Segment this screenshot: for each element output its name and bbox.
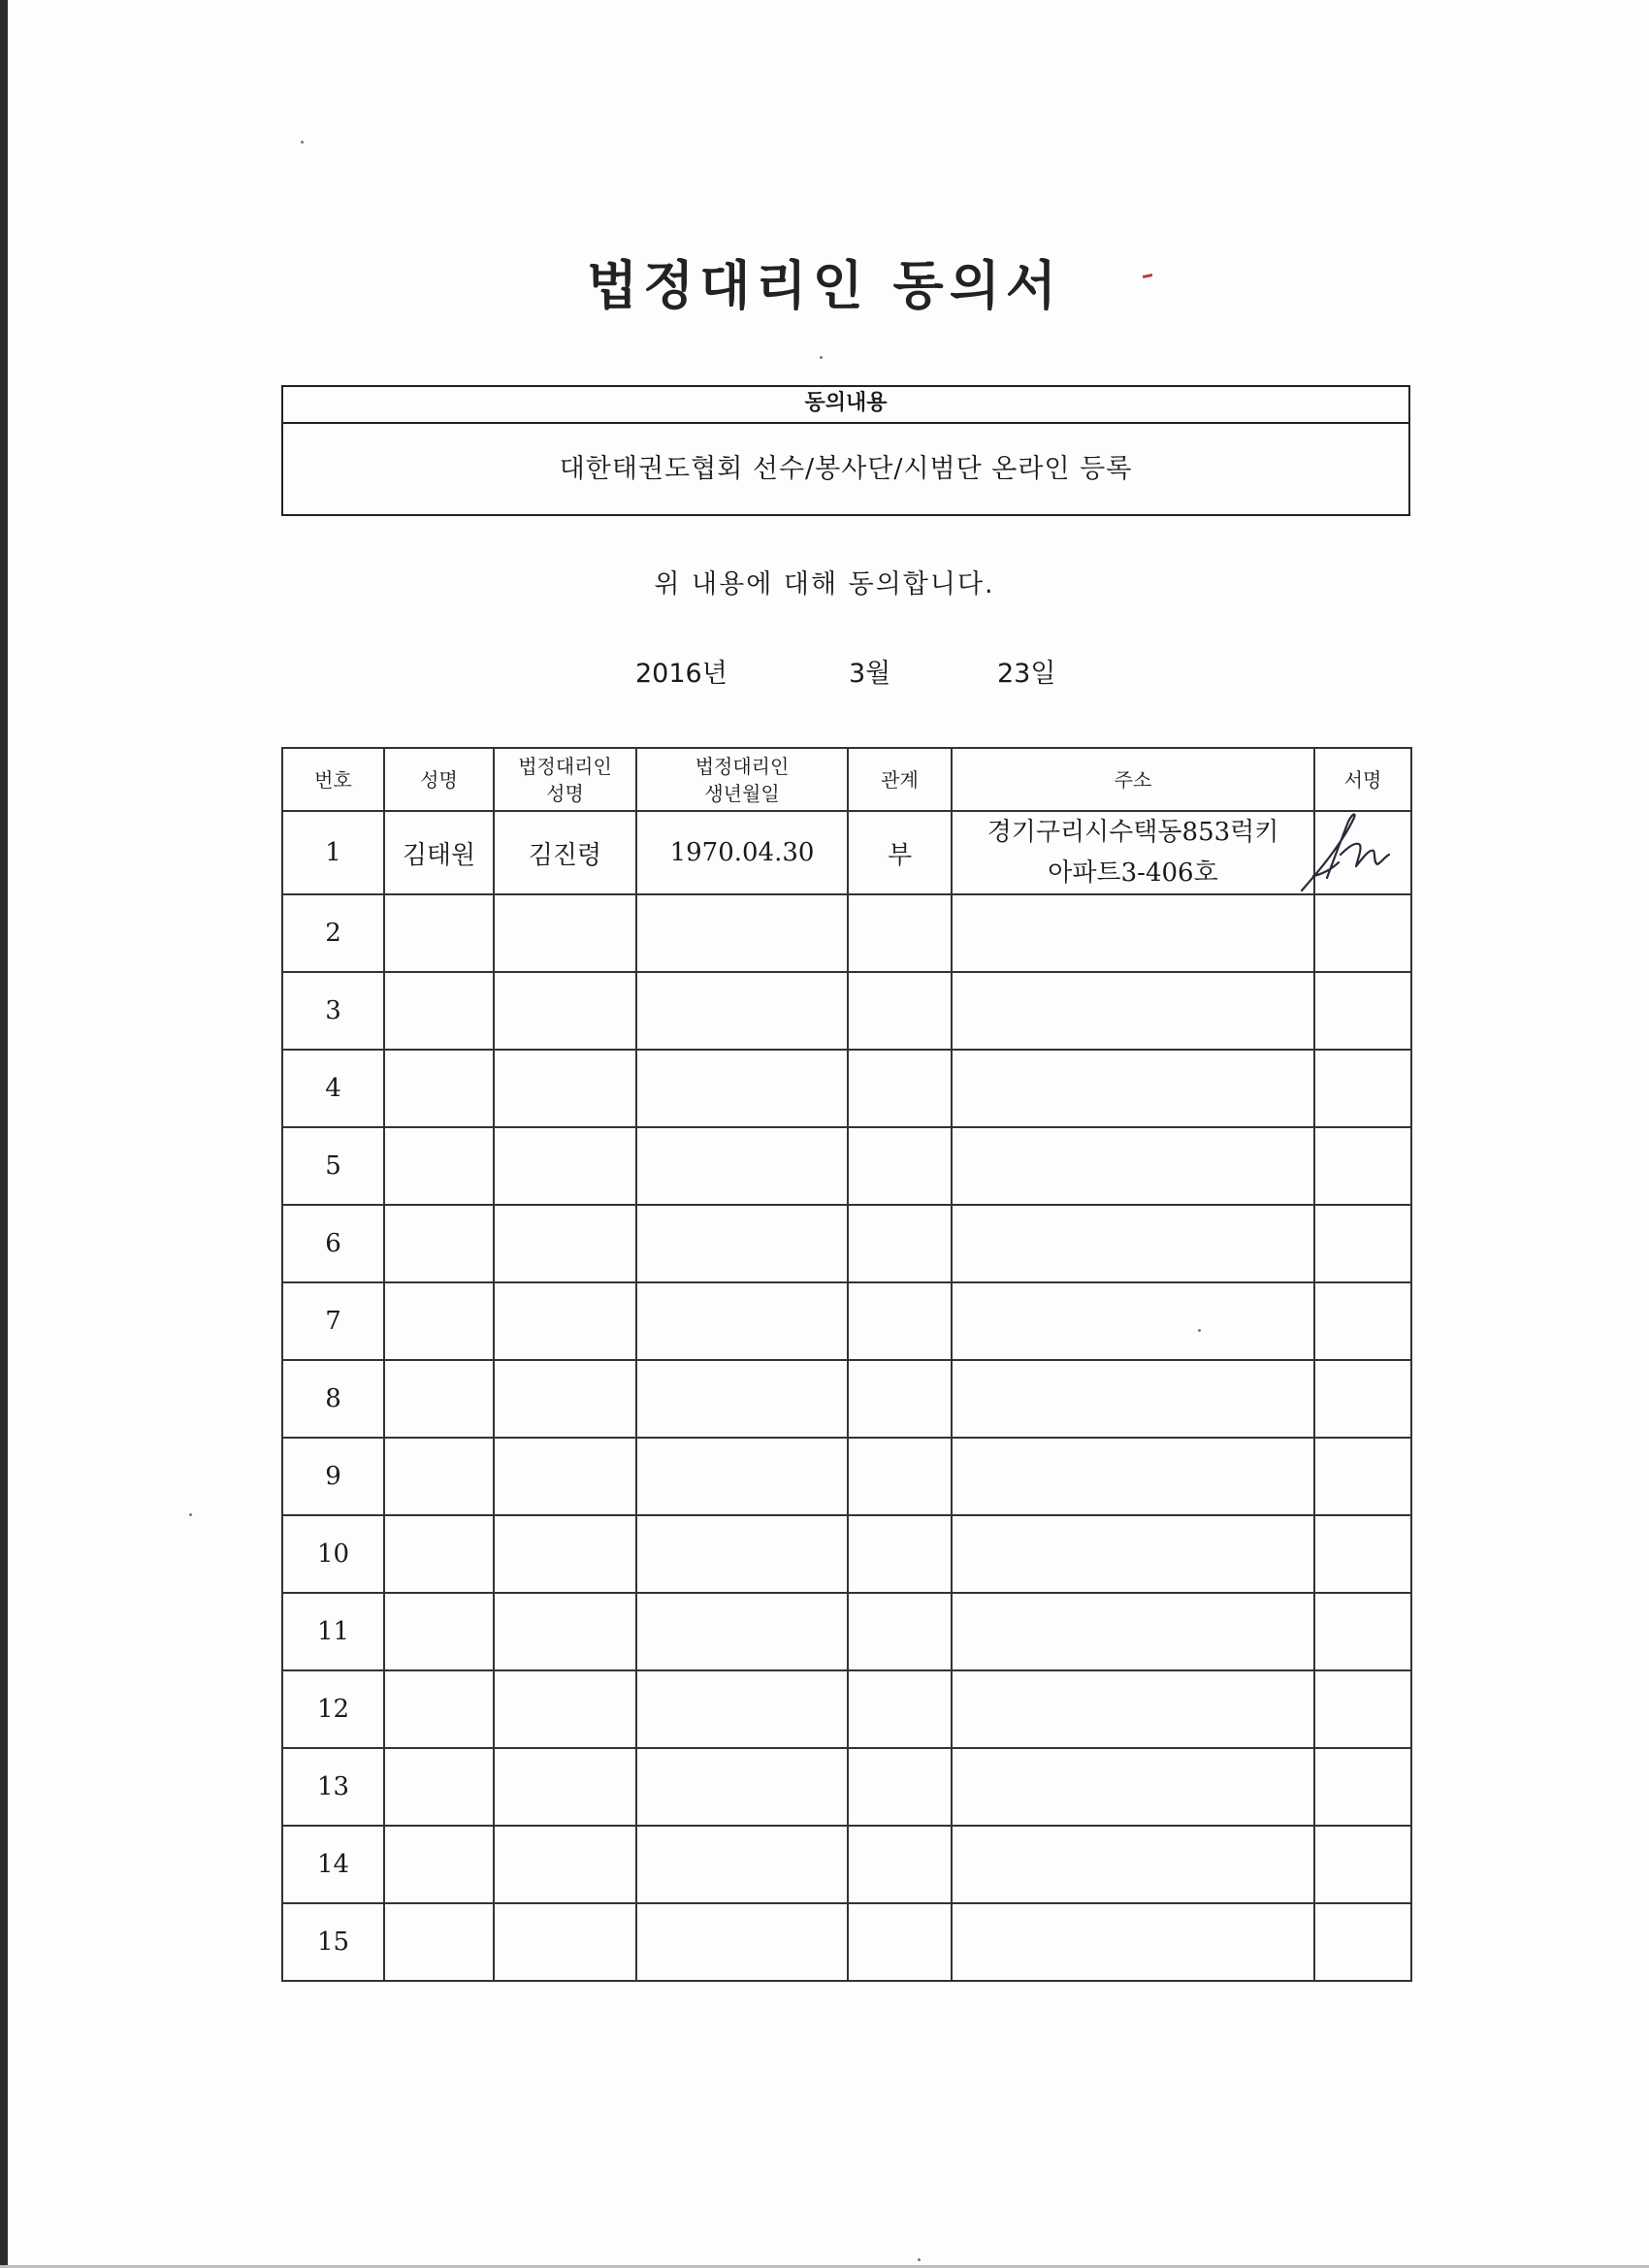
cell-guardian-birth (636, 1593, 848, 1670)
cell-guardian-birth (636, 972, 848, 1050)
cell-relation (848, 1438, 952, 1515)
cell-no: 1 (282, 811, 384, 894)
cell-guardian-name (494, 1670, 636, 1748)
table-row (282, 811, 1411, 894)
scan-speck (820, 356, 823, 359)
cell-name (384, 1438, 494, 1515)
cell-signature (1314, 1515, 1411, 1593)
guardian-roster-table (281, 747, 1412, 1982)
table-row (282, 894, 1411, 972)
cell-guardian-birth (636, 1670, 848, 1748)
agree-statement: 위 내용에 대해 동의합니다. (654, 569, 995, 599)
cell-address (952, 1050, 1314, 1127)
cell-signature (1314, 1748, 1411, 1826)
header-relation: 관계 (848, 748, 952, 811)
document-title: 법정대리인 동의서 (586, 254, 1063, 316)
cell-name (384, 1282, 494, 1360)
cell-no: 13 (282, 1748, 384, 1826)
table-row (282, 1826, 1411, 1903)
cell-signature (1314, 1127, 1411, 1205)
cell-no: 10 (282, 1515, 384, 1593)
cell-no: 8 (282, 1360, 384, 1438)
cell-guardian-birth (636, 1205, 848, 1282)
cell-signature (1314, 1360, 1411, 1438)
date-day: 23일 (997, 659, 1056, 689)
header-guardian-name-line2: 성명 (546, 781, 584, 805)
header-guardian-birth (636, 748, 848, 811)
cell-relation (848, 1826, 952, 1903)
cell-relation (848, 1670, 952, 1748)
scan-page-edge (0, 0, 8, 2268)
consent-box (281, 385, 1410, 516)
cell-signature (1314, 1670, 1411, 1748)
cell-relation (848, 1360, 952, 1438)
address-line2: 아파트3-406호 (1048, 859, 1218, 888)
cell-guardian-name (494, 972, 636, 1050)
cell-name (384, 1205, 494, 1282)
cell-guardian-name (494, 1826, 636, 1903)
cell-no: 2 (282, 894, 384, 972)
cell-signature (1314, 1282, 1411, 1360)
table-row (282, 972, 1411, 1050)
cell-no: 4 (282, 1050, 384, 1127)
cell-guardian-name (494, 894, 636, 972)
cell-name (384, 972, 494, 1050)
date-month: 3월 (849, 659, 891, 689)
cell-guardian-birth (636, 1515, 848, 1593)
handwritten-signature-icon (1284, 798, 1410, 905)
cell-relation (848, 972, 952, 1050)
cell-guardian-name (494, 1438, 636, 1515)
cell-signature (1314, 894, 1411, 972)
header-guardian-birth-line1: 법정대리인 (695, 754, 790, 778)
cell-guardian-name (494, 1205, 636, 1282)
table-row (282, 1282, 1411, 1360)
header-guardian-birth-line2: 생년월일 (704, 781, 780, 805)
cell-address (952, 1748, 1314, 1826)
cell-guardian-birth (636, 1360, 848, 1438)
cell-guardian-name (494, 1748, 636, 1826)
cell-guardian-birth: 1970.04.30 (636, 811, 848, 894)
header-guardian-name-line1: 법정대리인 (518, 754, 612, 778)
cell-relation (848, 1903, 952, 1981)
cell-address (952, 1205, 1314, 1282)
cell-guardian-name (494, 1360, 636, 1438)
cell-relation (848, 894, 952, 972)
cell-no: 9 (282, 1438, 384, 1515)
scan-speck (1198, 1329, 1201, 1332)
cell-no: 6 (282, 1205, 384, 1282)
cell-signature (1314, 972, 1411, 1050)
scan-speck (301, 141, 304, 144)
scan-speck (189, 1513, 192, 1516)
cell-address (952, 811, 1314, 894)
cell-no: 7 (282, 1282, 384, 1360)
header-name: 성명 (384, 748, 494, 811)
cell-guardian-birth (636, 1826, 848, 1903)
cell-address (952, 1593, 1314, 1670)
date-year: 2016년 (635, 659, 728, 689)
cell-address (952, 1360, 1314, 1438)
cell-signature (1314, 1050, 1411, 1127)
cell-signature (1314, 1438, 1411, 1515)
cell-name (384, 1050, 494, 1127)
cell-signature (1314, 1903, 1411, 1981)
cell-relation (848, 1282, 952, 1360)
cell-no: 3 (282, 972, 384, 1050)
table-row (282, 1903, 1411, 1981)
table-row (282, 1360, 1411, 1438)
consent-header: 동의내용 (283, 387, 1408, 424)
cell-relation (848, 1515, 952, 1593)
cell-relation (848, 1205, 952, 1282)
cell-name (384, 1593, 494, 1670)
table-row (282, 1593, 1411, 1670)
table-row (282, 1670, 1411, 1748)
cell-no: 12 (282, 1670, 384, 1748)
cell-signature (1314, 1826, 1411, 1903)
table-row (282, 1438, 1411, 1515)
address-line1: 경기구리시수택동853럭키 (986, 818, 1279, 847)
cell-name (384, 1360, 494, 1438)
cell-no: 11 (282, 1593, 384, 1670)
scan-speck (918, 2258, 921, 2261)
cell-name (384, 1748, 494, 1826)
header-no: 번호 (282, 748, 384, 811)
cell-relation (848, 1748, 952, 1826)
cell-no: 5 (282, 1127, 384, 1205)
cell-address (952, 894, 1314, 972)
cell-guardian-birth (636, 1748, 848, 1826)
cell-guardian-birth (636, 1903, 848, 1981)
cell-signature (1314, 1593, 1411, 1670)
cell-address (952, 1282, 1314, 1360)
cell-no: 15 (282, 1903, 384, 1981)
table-row (282, 1748, 1411, 1826)
table-row (282, 1515, 1411, 1593)
cell-address (952, 1670, 1314, 1748)
cell-signature (1314, 1205, 1411, 1282)
cell-guardian-name (494, 1593, 636, 1670)
cell-relation (848, 1127, 952, 1205)
cell-guardian-birth (636, 894, 848, 972)
cell-guardian-birth (636, 1282, 848, 1360)
cell-guardian-name (494, 1515, 636, 1593)
cell-no: 14 (282, 1826, 384, 1903)
header-guardian-name (494, 748, 636, 811)
cell-name (384, 1515, 494, 1593)
cell-signature (1314, 811, 1411, 894)
cell-address (952, 1127, 1314, 1205)
cell-guardian-name (494, 1127, 636, 1205)
cell-address (952, 1903, 1314, 1981)
table-row (282, 1050, 1411, 1127)
cell-name (384, 1670, 494, 1748)
cell-relation: 부 (848, 811, 952, 894)
cell-name: 김태원 (384, 811, 494, 894)
table-header-row (282, 748, 1411, 811)
cell-address (952, 1438, 1314, 1515)
cell-address (952, 1515, 1314, 1593)
cell-guardian-name (494, 1903, 636, 1981)
cell-relation (848, 1050, 952, 1127)
consent-body: 대한태권도협회 선수/봉사단/시범단 온라인 등록 (559, 454, 1133, 484)
cell-name (384, 1127, 494, 1205)
cell-name (384, 1826, 494, 1903)
cell-name (384, 894, 494, 972)
cell-relation (848, 1593, 952, 1670)
cell-name (384, 1903, 494, 1981)
cell-address (952, 1826, 1314, 1903)
cell-guardian-birth (636, 1127, 848, 1205)
table-row (282, 1205, 1411, 1282)
header-address: 주소 (952, 748, 1314, 811)
cell-guardian-name (494, 1050, 636, 1127)
header-signature: 서명 (1314, 748, 1411, 811)
cell-guardian-name: 김진령 (494, 811, 636, 894)
table-row (282, 1127, 1411, 1205)
cell-guardian-name (494, 1282, 636, 1360)
cell-address (952, 972, 1314, 1050)
cell-guardian-birth (636, 1050, 848, 1127)
cell-guardian-birth (636, 1438, 848, 1515)
